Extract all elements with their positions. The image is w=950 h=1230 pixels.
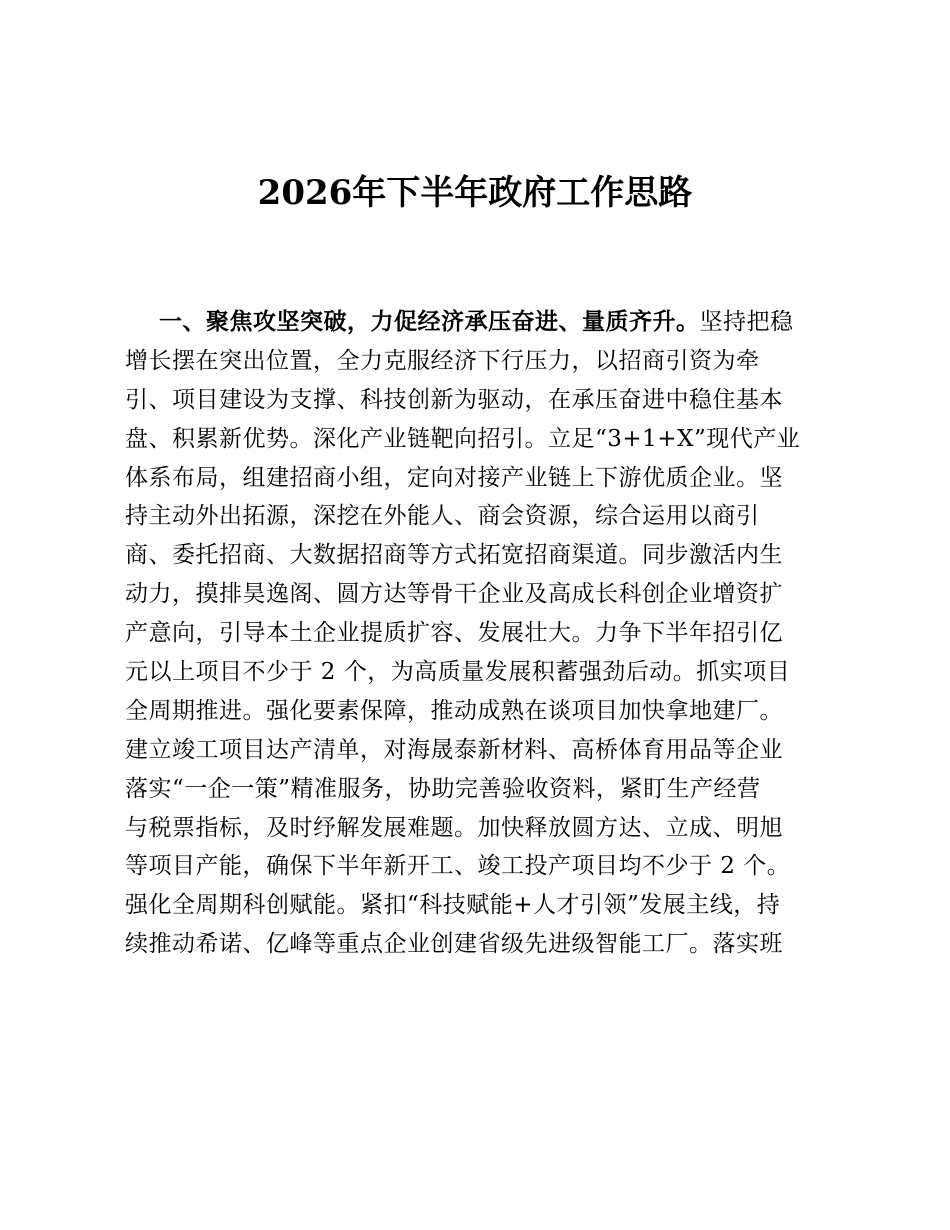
page-title: 2026年下半年政府工作思路 [257, 173, 693, 213]
paragraph-line: 增长摆在突出位置，全力克服经济下行压力，以招商引资为牵 [125, 347, 760, 374]
paragraph-line: 落实“一企一策”精准服务，协助完善验收资料，紧盯生产经营 [125, 775, 761, 802]
paragraph-line: 产意向，引导本土企业提质扩容、发展壮大。力争下半年招引亿 [125, 620, 783, 647]
paragraph-line: 全周期推进。强化要素保障，推动成熟在谈项目加快拿地建厂。 [125, 697, 783, 724]
paragraph-line: 与税票指标，及时纾解发展难题。加快释放圆方达、立成、明旭 [125, 814, 783, 841]
paragraph-line: 盘、积累新优势。深化产业链靶向招引。立足“3+1+X”现代产业 [125, 425, 801, 452]
paragraph-line: 动力，摸排昊逸阁、圆方达等骨干企业及高成长科创企业增资扩 [125, 581, 783, 608]
section-one-paragraph [125, 303, 840, 964]
paragraph-line: 引、项目建设为支撑、科技创新为驱动，在承压奋进中稳住基本 [125, 386, 783, 413]
paragraph-line: 体系布局，组建招商小组，定向对接产业链上下游优质企业。坚 [125, 464, 783, 491]
paragraph-line: 建立竣工项目达产清单，对海晟泰新材料、高桥体育用品等企业 [125, 736, 783, 763]
paragraph-line: 商、委托招商、大数据招商等方式拓宽招商渠道。同步激活内生 [125, 542, 783, 569]
paragraph-line: 元以上项目不少于 2 个，为高质量发展积蓄强劲后动。抓实项目 [125, 659, 791, 686]
paragraph-line: 强化全周期科创赋能。紧扣“科技赋能+人才引领”发展主线，持 [125, 892, 781, 919]
section-heading: 一、聚焦攻坚突破，力促经济承压奋进、量质齐升。 [159, 308, 700, 335]
paragraph-line: 等项目产能，确保下半年新开工、竣工投产项目均不少于 2 个。 [125, 853, 791, 880]
paragraph-line: 持主动外出拓源，深挖在外能人、商会资源，综合运用以商引 [125, 503, 760, 530]
paragraph-line: 续推动希诺、亿峰等重点企业创建省级先进级智能工厂。落实班 [125, 931, 783, 958]
paragraph-line-text: 坚持把稳 [699, 309, 794, 335]
paragraph-line [125, 303, 840, 342]
